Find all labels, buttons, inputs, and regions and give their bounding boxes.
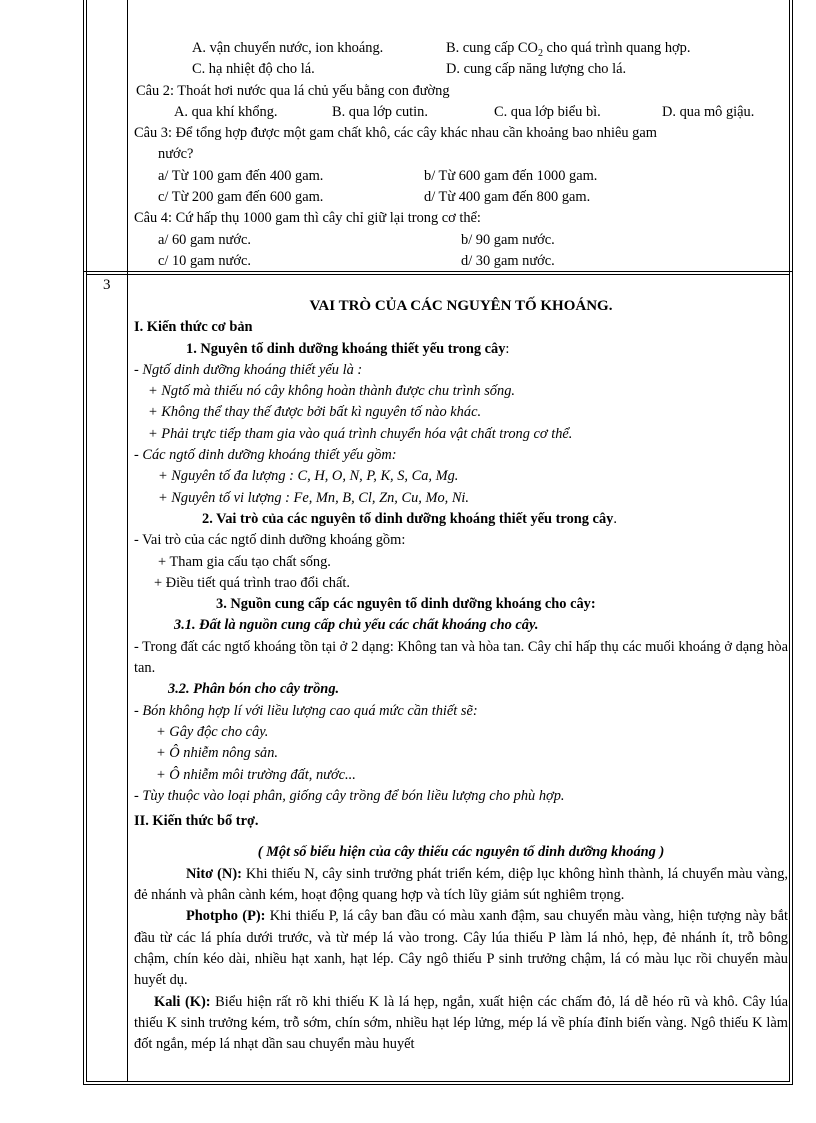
q2-option-d: D. qua mô giậu.: [662, 103, 755, 120]
q2-options: [134, 102, 788, 123]
section-2-heading: II. Kiến thức bổ trợ.: [134, 813, 259, 830]
phosphorus-paragraph: Photpho (P): Khi thiếu P, lá cây ban đầu có màu xanh đậm, sau chuyển màu vàng, hiện tượng này bắt đầu từ các lá phía dưới trước, và từ mép lá vào trong. Cây lúa thiếu P làm lá nhỏ, hẹp, đẻ nhánh ít, trỗ bông chậm, chín kéo dài, nhiều hạt xanh, hạt lép. Cây ngô thiếu P sinh trưởng chậm, lá có màu lục rồi chuyển màu huyết dụ.: [134, 908, 789, 989]
q3-options-cd: [134, 187, 788, 208]
s32-line-3: + Ô nhiễm nông sản.: [156, 745, 279, 762]
q1-option-b: B. cung cấp $CO_2$ cho quá trình quang hợp.: [446, 40, 691, 59]
lesson-section: [134, 296, 788, 1056]
table-left-border: [83, 0, 84, 1084]
table-right-border: [789, 0, 790, 1081]
q1-option-d: D. cung cấp năng lượng cho lá.: [446, 61, 627, 78]
lesson-title: VAI TRÒ CỦA CÁC NGUYÊN TỐ KHOÁNG.: [309, 298, 613, 314]
q2-option-b: B. qua lớp cutin.: [332, 103, 428, 120]
q1-option-a: A. vận chuyển nước, ion khoáng.: [192, 40, 384, 56]
q3-options-ab: [134, 166, 788, 187]
q4-option-a: a/ 60 gam nước.: [158, 231, 251, 248]
section-1-heading: I. Kiến thức cơ bản: [134, 319, 253, 336]
q2-option-a: A. qua khí khổng.: [174, 103, 278, 120]
s2-heading: 2. Vai trò của các nguyên tố dinh dưỡng khoáng thiết yếu trong cây.: [202, 510, 617, 527]
s1-line-5: - Các ngtố dinh dưỡng khoáng thiết yếu gồm:: [134, 447, 397, 464]
nitrogen-paragraph: Nitơ (N): Khi thiếu N, cây sinh trưởng phát triển kém, diệp lục không hình thành, lá chuyển màu vàng, đẻ nhánh và phân cành kém, hoạt động quang hợp và tích lũy giảm sút nghiêm trọng.: [134, 865, 788, 904]
s3-heading: 3. Nguồn cung cấp các nguyên tố dinh dưỡng khoáng cho cây:: [216, 596, 596, 613]
question-3-cont: nước?: [158, 146, 194, 163]
s31-heading: 3.1. Đất là nguồn cung cấp chủ yếu các chất khoáng cho cây.: [174, 617, 539, 634]
q1-option-c: C. hạ nhiệt độ cho lá.: [192, 61, 315, 78]
table-bottom-border: [86, 1081, 790, 1082]
s2-line-2: + Tham gia cấu tạo chất sống.: [158, 553, 331, 570]
q3-option-b: b/ Từ 600 gam đến 1000 gam.: [424, 167, 598, 184]
q3-option-a: a/ Từ 100 gam đến 400 gam.: [158, 167, 324, 184]
s1-heading: 1. Nguyên tố dinh dưỡng khoáng thiết yếu trong cây:: [186, 340, 510, 357]
s1-line-1: - Ngtố dinh dưỡng khoáng thiết yếu là :: [134, 361, 363, 378]
q4-option-b: b/ 90 gam nước.: [461, 231, 555, 248]
question-4: Câu 4: Cứ hấp thụ 1000 gam thì cây chỉ giữ lại trong cơ thể:: [134, 210, 481, 227]
table-bottom-border-outer: [83, 1084, 793, 1085]
s32-line-1: - Bón không hợp lí với liều lượng cao quá mức cần thiết sẽ:: [134, 702, 478, 719]
q1-options-cd: [134, 59, 788, 80]
q2-option-c: C. qua lớp biểu bì.: [494, 103, 601, 120]
s32-line-4: + Ô nhiễm môi trường đất, nước...: [156, 766, 356, 783]
q3-option-c: c/ Từ 200 gam đến 600 gam.: [158, 189, 324, 206]
s1-line-3: + Không thể thay thế được bởi bất kì nguyên tố nào khác.: [148, 404, 482, 421]
row-number: 3: [103, 277, 111, 293]
q1-options-ab: [134, 38, 788, 59]
s2-line-3: + Điều tiết quá trình trao đổi chất.: [154, 574, 350, 591]
question-3: Câu 3: Để tổng hợp được một gam chất khô, các cây khác nhau cần khoảng bao nhiêu gam: [134, 125, 657, 142]
deficiency-subtitle: ( Một số biểu hiện của cây thiếu các nguyên tố dinh dưỡng khoáng ): [257, 844, 665, 861]
q4-options-ab: [134, 230, 788, 251]
table-column-divider: [127, 0, 128, 1081]
q4-option-d: d/ 30 gam nước.: [461, 252, 555, 269]
q4-options-cd: [134, 251, 788, 272]
table-left-border-inner: [86, 0, 87, 1081]
s1-line-7: + Nguyên tố vi lượng : Fe, Mn, B, Cl, Zn, Cu, Mo, Ni.: [158, 489, 470, 506]
quiz-section: [134, 38, 788, 272]
s1-line-2: + Ngtố mà thiếu nó cây không hoàn thành được chu trình sống.: [148, 383, 515, 400]
s32-line-5: - Tùy thuộc vào loại phân, giống cây trồng để bón liều lượng cho phù hợp.: [134, 787, 565, 804]
s1-line-4: + Phải trực tiếp tham gia vào quá trình chuyển hóa vật chất trong cơ thể.: [148, 425, 573, 442]
s1-line-6: + Nguyên tố đa lượng : C, H, O, N, P, K, S, Ca, Mg.: [158, 468, 459, 485]
q3-option-d: d/ Từ 400 gam đến 800 gam.: [424, 189, 591, 206]
potassium-paragraph: Kali (K): Biểu hiện rất rõ khi thiếu K là lá hẹp, ngắn, xuất hiện các chấm đỏ, lá dễ héo rũ và khô. Cây lúa thiếu K sinh trưởng kém, trỗ sớm, chín sớm, nhiều hạt lép lửng, mép lá về phía đỉnh biến vàng. Ngô thiếu K làm đốt ngắn, mép lá nhạt dần sau chuyển màu huyết: [134, 993, 788, 1053]
s32-line-2: + Gây độc cho cây.: [156, 723, 269, 740]
q4-option-c: c/ 10 gam nước.: [158, 252, 251, 269]
table-right-border-outer: [792, 0, 793, 1084]
s2-line-1: - Vai trò của các ngtố dinh dưỡng khoáng gồm:: [134, 532, 406, 549]
s31-text: - Trong đất các ngtố khoáng tồn tại ở 2 dạng: Không tan và hòa tan. Cây chỉ hấp thụ các muối khoáng ở dạng hòa tan.: [134, 638, 788, 677]
s32-heading: 3.2. Phân bón cho cây trồng.: [168, 681, 340, 698]
table-row-divider-2: [86, 274, 790, 275]
question-2: Câu 2: Thoát hơi nước qua lá chủ yếu bằng con đường: [136, 82, 450, 99]
